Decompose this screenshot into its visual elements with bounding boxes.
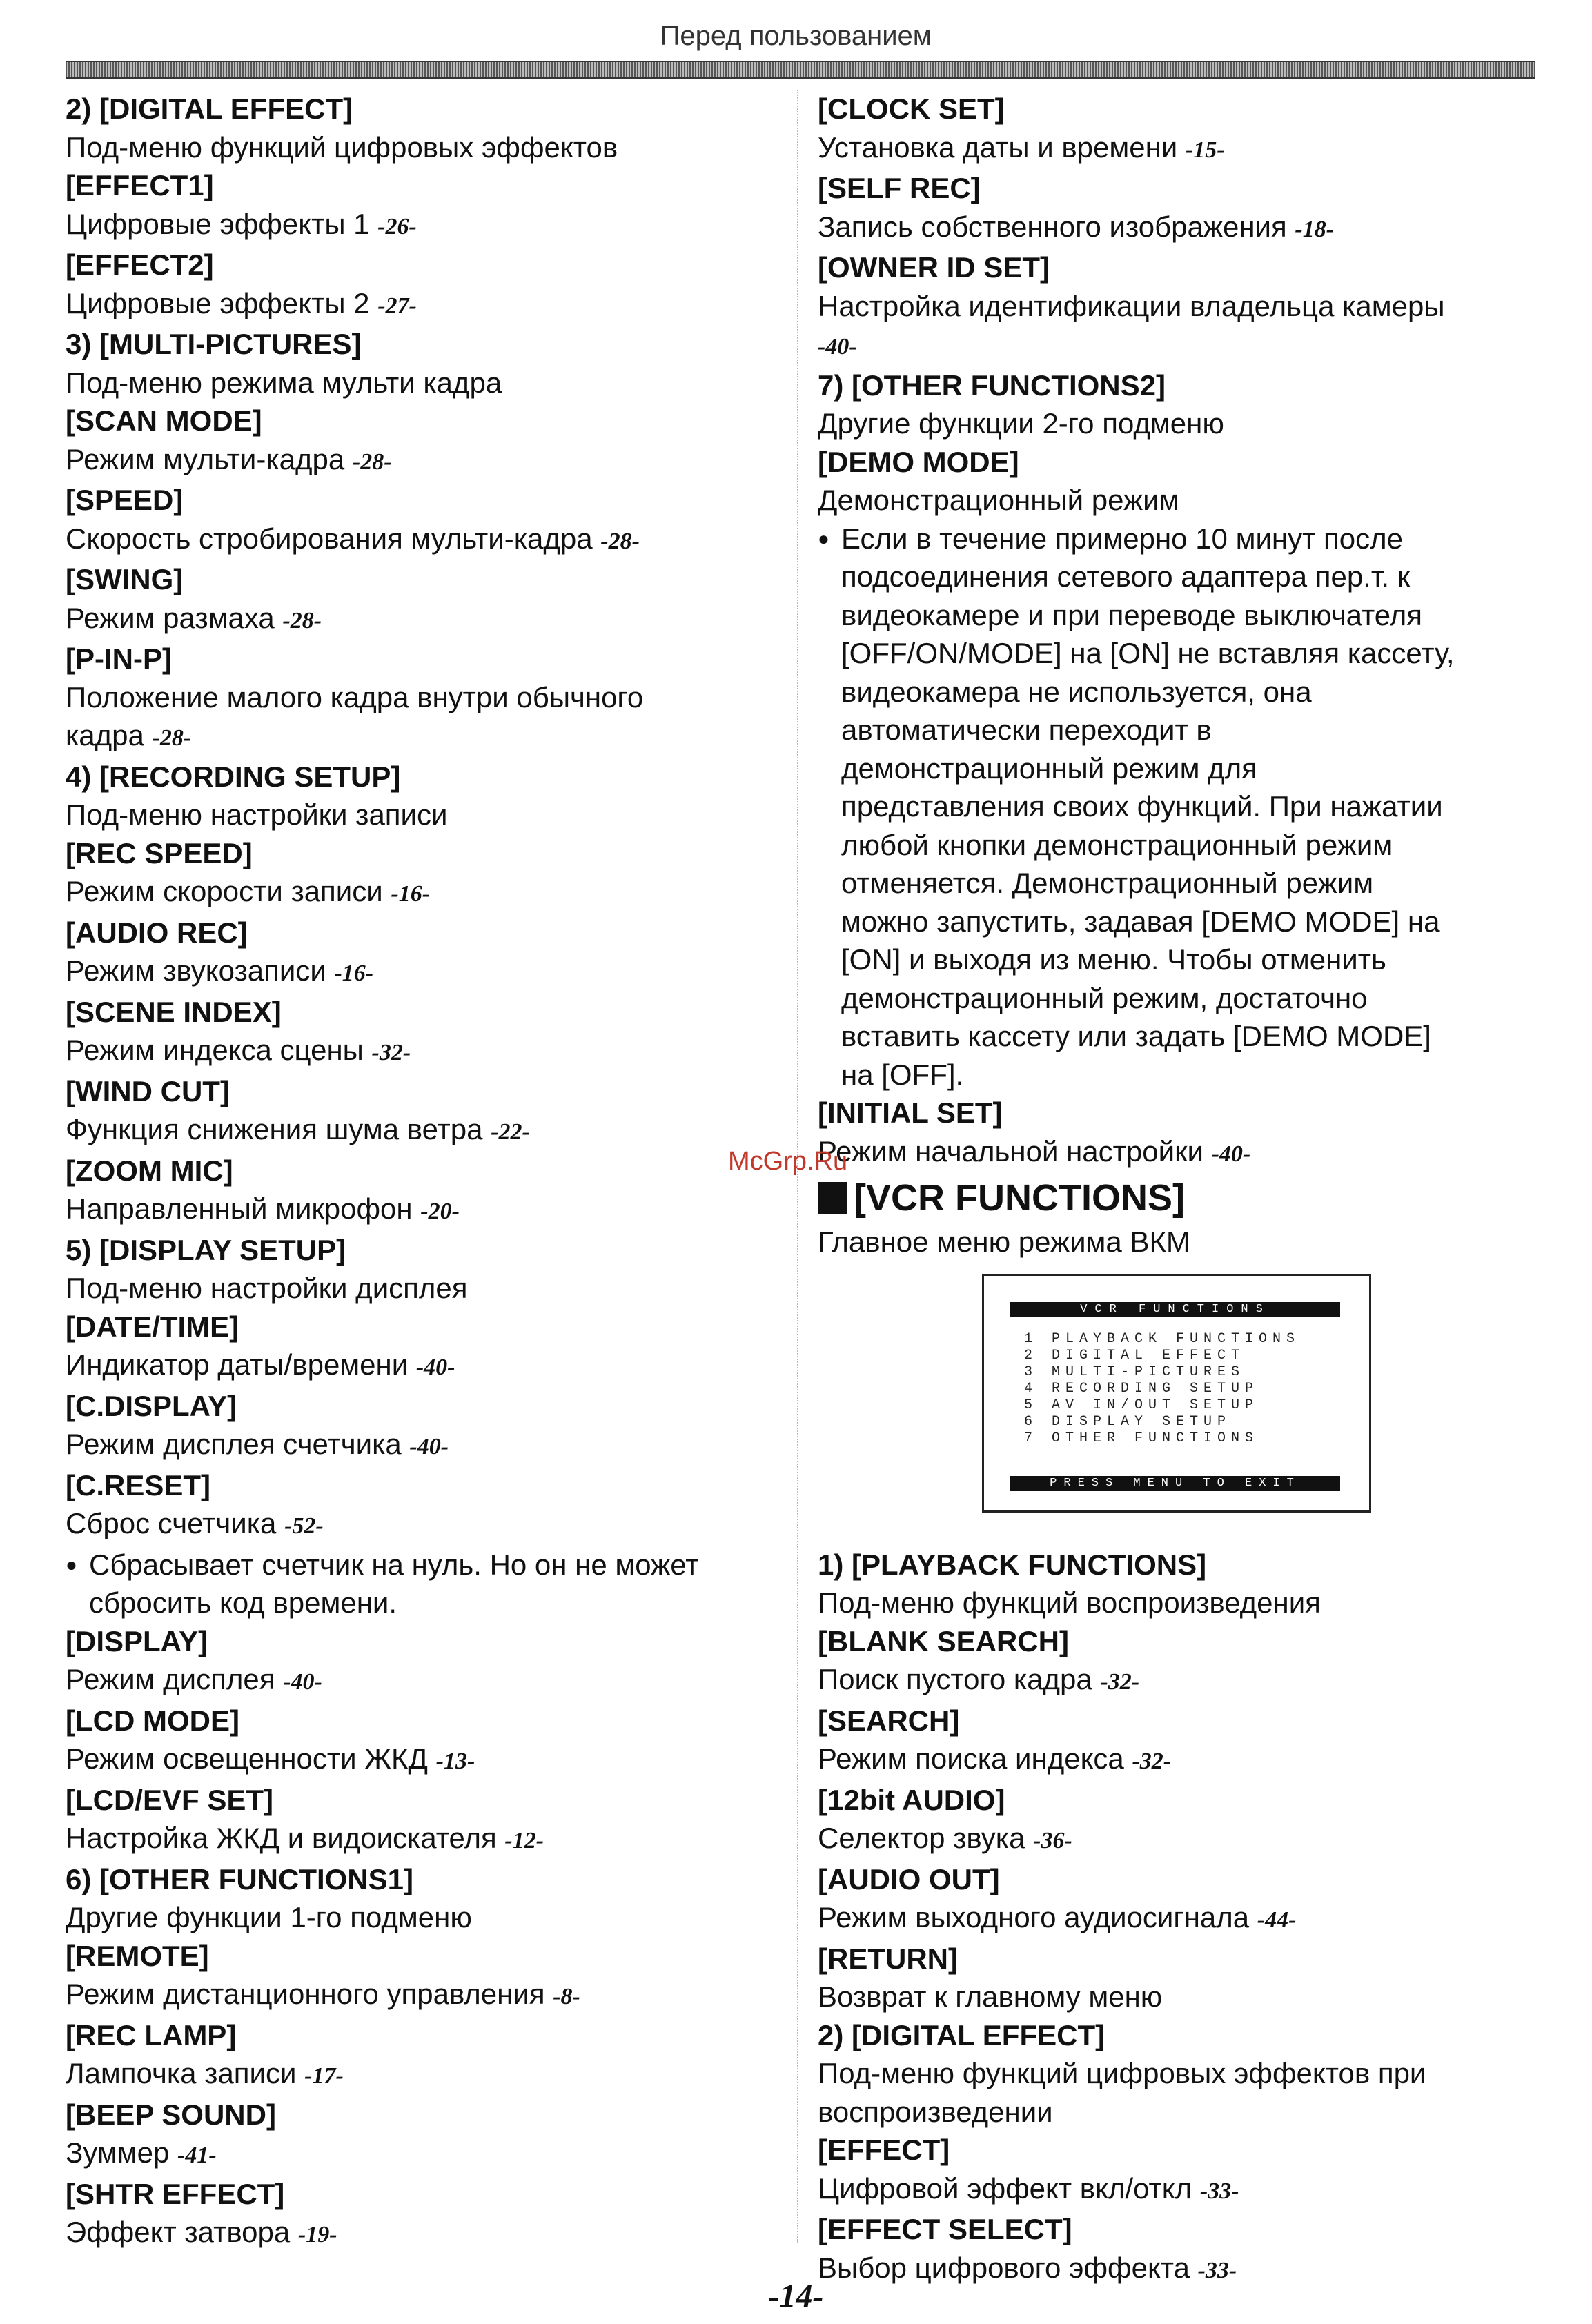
submenu-heading: 7) [OTHER FUNCTIONS2] (818, 368, 1166, 402)
menu-item-name: [WIND CUT] (66, 1074, 230, 1107)
description-line (818, 1223, 1535, 1261)
bullet-line: демонстрационный режим, достаточно (841, 981, 1368, 1014)
description-line (66, 952, 783, 993)
description-text: Установка даты и времени (818, 130, 1186, 164)
description-line (818, 2054, 1535, 2093)
page-reference: -28- (600, 528, 640, 554)
menu-item-name: [12bit AUDIO] (818, 1783, 1005, 1816)
description-line (66, 205, 783, 246)
bullet-line: можно запустить, задавая [DEMO MODE] на (841, 905, 1440, 938)
description-line (66, 2213, 783, 2254)
submenu-heading: 5) [DISPLAY SETUP] (66, 1233, 346, 1266)
description-line (818, 1660, 1535, 1702)
menu-item-name: [EFFECT1] (66, 169, 214, 201)
description-text: Выбор цифрового эффекта (818, 2251, 1198, 2284)
description-line (818, 325, 1535, 366)
submenu-heading: 2) [DIGITAL EFFECT] (66, 92, 353, 125)
page-reference: -19- (297, 2222, 337, 2247)
page-reference: -40- (409, 1434, 449, 1459)
page-reference: -20- (420, 1199, 460, 1224)
description-text: Главное меню режима ВКМ (818, 1225, 1190, 1258)
description-text: Поиск пустого кадра (818, 1663, 1101, 1695)
section-title: [VCR FUNCTIONS] (854, 1177, 1185, 1219)
description-line (66, 2054, 783, 2096)
description-line (818, 481, 1535, 520)
page-reference: -26- (377, 213, 417, 239)
page-header-title: Перед пользованием (660, 21, 932, 51)
vcr-menu-screen (982, 1274, 1371, 1513)
description-line (66, 1190, 783, 1231)
description-line (66, 1740, 783, 1781)
description-text: Режим размаха (66, 601, 283, 634)
description-text: Другие функции 1-го подменю (66, 1901, 472, 1933)
description-text: Режим поиска индекса (818, 1742, 1132, 1775)
description-line (66, 1031, 783, 1072)
description-text: Под-меню функций воспроизведения (818, 1586, 1321, 1619)
description-text: кадра (66, 719, 153, 751)
menu-screen-list (1024, 1331, 1300, 1447)
page-reference: -12- (504, 1828, 544, 1853)
section-heading (818, 1173, 1535, 1223)
description-text: Функция снижения шума ветра (66, 1113, 491, 1145)
description-text: Цифровые эффекты 2 (66, 286, 378, 319)
page-reference: -33- (1197, 2257, 1237, 2283)
page-reference: -15- (1185, 137, 1225, 163)
menu-screen-item: 4 RECORDING SETUP (1024, 1380, 1259, 1397)
page-reference: -36- (1033, 1828, 1072, 1853)
menu-item-name: [REC LAMP] (66, 2018, 237, 2051)
description-line (818, 1819, 1535, 1860)
description-text: Возврат к главному меню (818, 1980, 1163, 2013)
bullet-line: сбросить код времени. (89, 1586, 397, 1619)
page-reference: -40- (415, 1355, 455, 1380)
description-text: Под-меню функций цифровых эффектов при (818, 2057, 1426, 2089)
description-text: Под-меню функций цифровых эффектов (66, 130, 618, 164)
bullet-line: [OFF/ON/MODE] на [ON] не вставляя кассету, (841, 637, 1455, 669)
menu-item-name: [SEARCH] (818, 1704, 960, 1737)
description-text: Режим скорости записи (66, 875, 391, 907)
bullet-line: демонстрационный режим для (841, 751, 1257, 785)
bullet-line: представления своих функций. При нажатии (841, 790, 1443, 823)
bullet-line: автоматически переходит в (841, 713, 1212, 746)
description-line (818, 1132, 1535, 1174)
bullet-line: любой кнопки демонстрационный режим (841, 828, 1393, 861)
bullet-line: [ON] и выходя из меню. Чтобы отменить (841, 943, 1386, 976)
description-line (818, 1978, 1535, 2016)
description-text: Цифровые эффекты 1 (66, 207, 378, 240)
description-line (818, 128, 1535, 170)
menu-item-name: [DISPLAY] (66, 1624, 208, 1657)
menu-item-name: [LCD MODE] (66, 1704, 239, 1737)
description-text: Индикатор даты/времени (66, 1348, 416, 1381)
menu-item-name: [SELF REC] (818, 172, 981, 204)
description-line (818, 208, 1535, 249)
page-reference: -16- (391, 881, 431, 907)
description-text: Под-меню режима мульти кадра (66, 366, 502, 399)
description-line (66, 1269, 783, 1308)
description-text: воспроизведении (818, 2095, 1053, 2128)
menu-screen-item: 6 DISPLAY SETUP (1024, 1413, 1232, 1430)
description-line (818, 1584, 1535, 1622)
description-line (66, 1346, 783, 1387)
submenu-heading: 1) [PLAYBACK FUNCTIONS] (818, 1548, 1207, 1581)
menu-item-name: [LCD/EVF SET] (66, 1783, 273, 1816)
bullet-line: вставить кассету или задать [DEMO MODE] (841, 1020, 1431, 1052)
menu-item-name: [AUDIO OUT] (818, 1862, 1000, 1895)
description-text: Режим звукозаписи (66, 954, 335, 987)
description-line (66, 2134, 783, 2175)
description-text: Режим выходного аудиосигнала (818, 1901, 1257, 1933)
bullet-note (66, 1546, 783, 1622)
page-reference: -13- (435, 1749, 475, 1774)
description-line (818, 1898, 1535, 1940)
description-text: Режим начальной настройки (818, 1134, 1212, 1168)
bullet-line: Сбрасывает счетчик на нуль. Но он не может (89, 1548, 699, 1581)
page-reference: -41- (177, 2143, 217, 2168)
menu-item-name: [DEMO MODE] (818, 445, 1019, 478)
description-text: Режим дисплея счетчика (66, 1428, 410, 1460)
submenu-heading: 2) [DIGITAL EFFECT] (818, 2018, 1105, 2051)
description-line (66, 1975, 783, 2016)
menu-item-name: [SHTR EFFECT] (66, 2177, 285, 2210)
description-line (66, 128, 783, 167)
bullet-line: подсоединения сетевого адаптера пер.т. к (841, 560, 1411, 593)
description-text: Скорость стробирования мульти-кадра (66, 522, 601, 555)
bullet-line: видеокамере и при переводе выключателя (841, 598, 1422, 631)
description-line (818, 287, 1535, 326)
description-line (818, 2093, 1535, 2131)
menu-item-name: [INITIAL SET] (818, 1096, 1003, 1129)
description-line (66, 599, 783, 640)
description-line (66, 364, 783, 402)
menu-item-name: [SWING] (66, 563, 184, 595)
menu-item-name: [EFFECT] (818, 2134, 950, 2166)
menu-item-name: [REMOTE] (66, 1939, 209, 1972)
description-text: Положение малого кадра внутри обычного (66, 680, 644, 713)
bullet-note (818, 520, 1535, 1094)
description-text: Демонстрационный режим (818, 484, 1179, 516)
submenu-heading: 6) [OTHER FUNCTIONS1] (66, 1862, 413, 1895)
description-line (66, 1898, 783, 1937)
description-text: Эффект затвора (66, 2216, 298, 2248)
menu-item-name: [OWNER ID SET] (818, 251, 1050, 284)
menu-item-name: [AUDIO REC] (66, 916, 248, 949)
bullet-icon: ● (818, 527, 829, 549)
description-text: Под-меню настройки записи (66, 798, 448, 831)
description-line (66, 796, 783, 834)
description-line (818, 2169, 1535, 2211)
page-reference: -28- (352, 449, 392, 475)
page-reference: -40- (283, 1669, 322, 1695)
menu-illustration (818, 1261, 1535, 1546)
description-line (66, 872, 783, 914)
description-text: Режим дисплея (66, 1663, 284, 1695)
description-text: Режим дистанционного управления (66, 1978, 553, 2010)
bullet-line: отменяется. Демонстрационный режим (841, 867, 1374, 899)
page-reference: -28- (282, 607, 322, 633)
menu-item-name: [SPEED] (66, 484, 184, 516)
description-line (66, 440, 783, 482)
menu-item-name: [P-IN-P] (66, 642, 172, 675)
description-line (818, 404, 1535, 443)
description-text: Зуммер (66, 2136, 178, 2169)
description-text: Селектор звука (818, 1822, 1034, 1854)
page-reference: -16- (334, 961, 374, 986)
description-text: Цифровой эффект вкл/откл (818, 2172, 1200, 2205)
menu-item-name: [C.RESET] (66, 1468, 210, 1501)
menu-item-name: [DATE/TIME] (66, 1310, 239, 1343)
description-text: Другие функции 2-го подменю (818, 407, 1224, 440)
page-reference: -27- (377, 293, 417, 319)
description-text: Сброс счетчика (66, 1507, 285, 1539)
page-reference: -32- (1132, 1749, 1172, 1774)
description-line (66, 1819, 783, 1860)
page-reference: -33- (1199, 2178, 1239, 2204)
description-text: Режим мульти-кадра (66, 442, 353, 475)
description-line (66, 1110, 783, 1152)
menu-screen-item: 3 MULTI-PICTURES (1024, 1363, 1246, 1380)
description-line (66, 1504, 783, 1546)
page-reference: -40- (818, 334, 857, 360)
bullet-line: на [OFF]. (841, 1058, 964, 1091)
menu-screen-item: 5 AV IN/OUT SETUP (1024, 1397, 1259, 1413)
bullet-icon: ● (66, 1553, 77, 1575)
menu-screen-item: 2 DIGITAL EFFECT (1024, 1347, 1246, 1363)
page-reference: -40- (1211, 1141, 1251, 1167)
description-line (66, 1660, 783, 1702)
menu-item-name: [BEEP SOUND] (66, 2098, 276, 2131)
menu-item-name: [BLANK SEARCH] (818, 1624, 1069, 1657)
watermark: McGrp.Ru (728, 1147, 848, 1176)
menu-item-name: [C.DISPLAY] (66, 1389, 237, 1422)
description-text: Под-меню настройки дисплея (66, 1272, 468, 1304)
black-square-icon (818, 1182, 847, 1214)
page-reference: -18- (1295, 216, 1335, 242)
page-reference: -32- (371, 1040, 411, 1065)
bullet-line: видеокамера не используется, она (841, 675, 1312, 708)
description-text: Настройка идентификации владельца камеры (818, 289, 1445, 322)
menu-item-name: [ZOOM MIC] (66, 1154, 233, 1187)
page-reference: -22- (491, 1119, 530, 1145)
page-reference: -32- (1100, 1669, 1140, 1695)
page-reference: -17- (304, 2063, 344, 2089)
menu-item-name: [REC SPEED] (66, 836, 253, 869)
description-line (66, 284, 783, 326)
page-reference: -28- (152, 725, 192, 751)
description-line (66, 678, 783, 717)
menu-item-name: [CLOCK SET] (818, 92, 1005, 125)
bullet-line: Если в течение примерно 10 минут после (841, 522, 1403, 555)
description-text: Направленный микрофон (66, 1192, 421, 1225)
menu-item-name: [EFFECT SELECT] (818, 2213, 1072, 2245)
menu-item-name: [EFFECT2] (66, 248, 214, 281)
right-column (818, 90, 1535, 2289)
header-divider (66, 61, 1535, 79)
menu-screen-item: 7 OTHER FUNCTIONS (1024, 1430, 1259, 1446)
description-text: Режим индекса сцены (66, 1034, 372, 1066)
menu-item-name: [SCAN MODE] (66, 404, 262, 437)
description-line (66, 1425, 783, 1466)
menu-screen-footer: PRESS MENU TO EXIT (1010, 1476, 1340, 1491)
page-reference: -44- (1257, 1907, 1297, 1933)
page-number: -14- (768, 2278, 824, 2314)
description-line (66, 716, 783, 758)
left-column (66, 90, 783, 2254)
description-line (818, 1740, 1535, 1781)
description-text: Настройка ЖКД и видоискателя (66, 1822, 505, 1854)
page-reference: -52- (284, 1513, 324, 1539)
menu-screen-item: 1 PLAYBACK FUNCTIONS (1024, 1330, 1301, 1347)
description-text: Запись собственного изображения (818, 210, 1295, 243)
description-text: Лампочка записи (66, 2057, 305, 2089)
submenu-heading: 4) [RECORDING SETUP] (66, 760, 401, 793)
page-reference: -8- (553, 1984, 580, 2009)
menu-screen-title: VCR FUNCTIONS (1010, 1302, 1340, 1317)
description-text: Режим освещенности ЖКД (66, 1742, 436, 1775)
description-line (66, 520, 783, 561)
submenu-heading: 3) [MULTI-PICTURES] (66, 328, 362, 360)
menu-item-name: [SCENE INDEX] (66, 995, 282, 1028)
menu-item-name: [RETURN] (818, 1942, 958, 1975)
